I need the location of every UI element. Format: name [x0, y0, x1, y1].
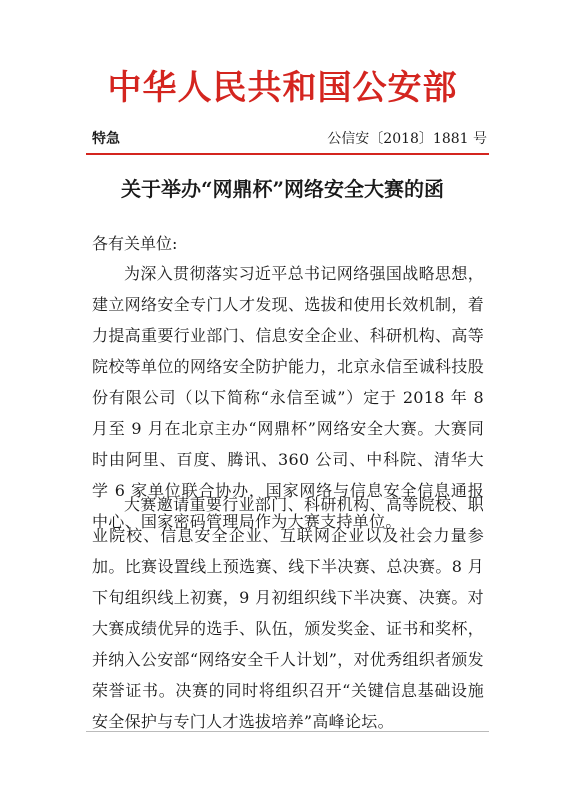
- body-paragraph-1: 为深入贯彻落实习近平总书记网络强国战略思想，建立网络安全专门人才发现、选拔和使用长效机制，着力提高重要行业部门、信息安全企业、科研机构、高等院校等单位的网络安全防护能力，北京永信至诚科技股份有限公司（以下简称“永信至诚”）定于 2018 年 8 月至 9 月在北京主办“网鼎杯”网络安全大赛。大赛同时由阿里、百度、腾讯、360 公司、中科院、清华大学 6 家单位联合协办，国家网络与信息安全信息通报中心、国家密码管理局作为大赛支持单位。: [92, 264, 484, 531]
- document-number: 公信安〔2018〕1881 号: [327, 131, 487, 147]
- document-meta-row: [92, 129, 487, 149]
- page-footer-divider: [86, 731, 489, 732]
- document-title: 关于举办“网鼎杯”网络安全大赛的函: [120, 177, 444, 201]
- urgency-label: 特急: [92, 131, 120, 147]
- letterhead-divider: [86, 153, 489, 155]
- salutation: 各有关单位:: [92, 234, 178, 253]
- body-paragraph-2: 大赛邀请重要行业部门、科研机构、高等院校、职业院校、信息安全企业、互联网企业以及社会力量参加。比赛设置线上预选赛、线下半决赛、总决赛。8 月下旬组织线上初赛，9 月初组织线下半决赛、决赛。对大赛成绩优异的选手、队伍，颁发奖金、证书和奖杯，并纳入公安部“网络安全千人计划”，对优秀组织者颁发荣誉证书。决赛的同时将组织召开“关键信息基础设施安全保护与专门人才选拔培养”高峰论坛。: [92, 495, 484, 731]
- letterhead-title: 中华人民共和国公安部: [107, 68, 458, 108]
